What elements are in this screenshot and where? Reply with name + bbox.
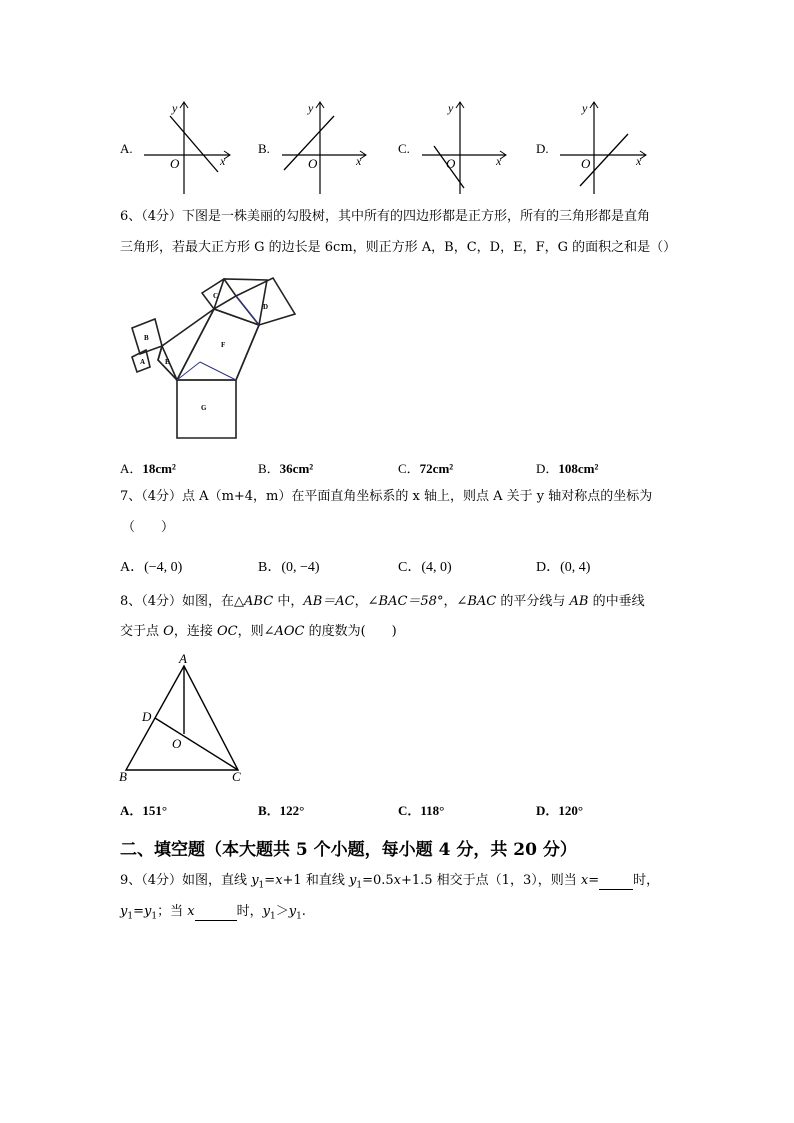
q9-text-line2: $y_1=y_1$；当 x 时，$y_1>y_1$. xyxy=(120,904,306,922)
line-dc xyxy=(155,718,238,770)
y-label: y xyxy=(172,101,178,115)
square-e xyxy=(158,309,214,380)
label-g: G xyxy=(201,404,207,412)
square-f-outline xyxy=(177,309,259,380)
q6-text-line1: 6、（4分）下图是一株美丽的勾股树，其中所有的四边形都是正方形，所有的三角形都是直角 xyxy=(120,209,651,224)
section-2-title: 二、填空题（本大题共 5 个小题，每小题 4 分，共 20 分） xyxy=(120,840,577,860)
q9-text-line1: 9、（4分）如图，直线 $y_1=x+1$ 和直线 $y_1=0.5x+1.5$ 相交于点（1，3），则当 x= 时， xyxy=(120,873,660,891)
q6-option-a[interactable]: A．18cm² xyxy=(120,461,176,476)
label-e: E xyxy=(165,358,170,366)
q8-option-d[interactable]: D．120° xyxy=(536,803,584,818)
q7-option-b[interactable]: B．(0, −4) xyxy=(258,560,320,575)
label-d: D xyxy=(263,303,269,311)
q6-option-c[interactable]: C．72cm² xyxy=(398,461,454,476)
q5-option-a-letter: A. xyxy=(120,141,133,156)
label-a: A xyxy=(140,358,146,366)
q5-option-c-letter: C. xyxy=(398,141,410,156)
q8-option-a[interactable]: A．151° xyxy=(120,803,168,818)
x-label: x xyxy=(636,154,642,168)
label-a: A xyxy=(179,651,187,666)
label-b: B xyxy=(144,334,149,342)
x-label: x xyxy=(356,154,362,168)
y-label: y xyxy=(448,101,454,115)
diag-line-f xyxy=(200,362,236,380)
origin-label: O xyxy=(170,156,180,171)
q9-answer-blank-2[interactable] xyxy=(195,904,237,921)
q5-graph-a xyxy=(140,96,240,196)
q5-graph-d xyxy=(556,96,656,196)
origin-label: O xyxy=(308,156,318,171)
q7-text-line1: 7、（4分）点 A（m+4，m）在平面直角坐标系的 x 轴上，则点 A 关于 y 轴对称点的坐标为 xyxy=(120,489,653,504)
q9-answer-blank-1[interactable] xyxy=(599,873,633,890)
x-label: x xyxy=(220,154,226,168)
q8-option-b[interactable]: B．122° xyxy=(258,803,305,818)
q7-option-a[interactable]: A．(−4, 0) xyxy=(120,560,183,575)
q8-text-line2: 交于点 O，连接 OC，则∠AOC 的度数为( ) xyxy=(120,624,397,639)
label-c: C xyxy=(232,769,241,784)
square-g xyxy=(177,380,236,438)
q7-text-line2: （ ） xyxy=(122,520,175,535)
q5-graph-b xyxy=(276,96,376,196)
origin-label: O xyxy=(581,156,591,171)
q6-text-line2: 三角形，若最大正方形 G 的边长是 6cm，则正方形 A，B，C，D，E，F，G 的面积之和是（） xyxy=(120,240,677,255)
y-label: y xyxy=(582,101,588,115)
q8-text-line1: 8、（4分）如图，在△ABC 中，AB＝AC，∠BAC＝58°，∠BAC 的平分线与 AB 的中垂线 xyxy=(120,594,645,609)
y-label: y xyxy=(308,101,314,115)
q5-option-b-letter: B. xyxy=(258,141,270,156)
triangle-abc-figure xyxy=(114,650,254,788)
label-c: C xyxy=(213,292,219,300)
origin-label: O xyxy=(446,156,456,171)
label-b: B xyxy=(119,769,127,784)
label-d: D xyxy=(142,709,152,724)
pythagoras-tree-figure xyxy=(128,270,303,445)
q6-option-b[interactable]: B．36cm² xyxy=(258,461,314,476)
x-label: x xyxy=(496,154,502,168)
q8-option-c[interactable]: C．118° xyxy=(398,803,445,818)
q5-option-d-letter: D. xyxy=(536,141,549,156)
q5-graph-c xyxy=(416,96,516,196)
label-f: F xyxy=(221,341,226,349)
q6-option-d[interactable]: D．108cm² xyxy=(536,461,599,476)
q7-option-c[interactable]: C．(4, 0) xyxy=(398,560,452,575)
q7-option-d[interactable]: D．(0, 4) xyxy=(536,560,591,575)
label-o: O xyxy=(172,736,182,751)
